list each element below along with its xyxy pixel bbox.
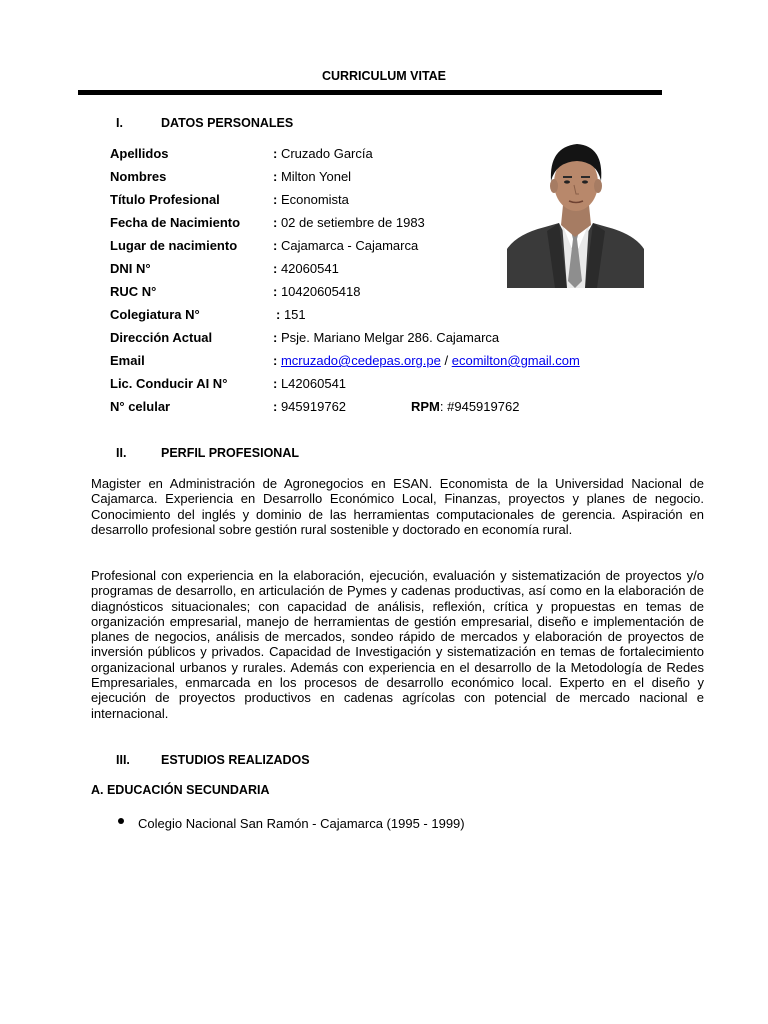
field-value: Cajamarca - Cajamarca: [280, 238, 419, 253]
field-row-fecha-nacimiento: Fecha de Nacimiento : 02 de setiembre de 1983: [110, 215, 425, 230]
section-number: III.: [116, 753, 130, 767]
field-label: Título Profesional: [110, 192, 220, 207]
field-label: Lic. Conducir AI N°: [110, 376, 228, 391]
section-number: II.: [116, 446, 127, 460]
field-row-apellidos: Apellidos : Cruzado García: [110, 146, 373, 161]
field-label: Email: [110, 353, 145, 368]
field-label: Dirección Actual: [110, 330, 213, 345]
document-title: CURRICULUM VITAE: [321, 69, 447, 83]
field-value: Cruzado García: [280, 146, 373, 161]
field-row-celular: N° celular : 945919762 RPM: #945919762: [110, 399, 520, 414]
field-row-licencia: Lic. Conducir AI N° : L42060541: [110, 376, 347, 391]
field-label: Colegiatura N°: [110, 307, 200, 322]
field-label: Fecha de Nacimiento: [110, 215, 241, 230]
field-value: 10420605418: [280, 284, 361, 299]
field-row-ruc: RUC N° : 10420605418: [110, 284, 361, 299]
subsection-title: A. EDUCACIÓN SECUNDARIA: [91, 783, 270, 797]
section-heading-personal: [116, 116, 416, 132]
field-label: Nombres: [110, 169, 167, 184]
field-label: Apellidos: [110, 146, 169, 161]
field-label: N° celular: [110, 399, 171, 414]
field-row-direccion: Dirección Actual : Psje. Mariano Melgar 286. Cajamarca: [110, 330, 500, 345]
section-title: DATOS PERSONALES: [161, 116, 294, 130]
section-heading-profile: [116, 446, 416, 462]
field-value: L42060541: [280, 376, 347, 391]
profile-paragraph: Profesional con experiencia en la elaboración, ejecución, evaluación y sistematización de proyectos y/o programas de desarrollo, en articulación de Pymes y cadenas productivas, así como en la elaboración de diagnósticos situacionales; con capacidad de análisis, reflexión, crítica y propuestas en temas de organización empresarial, manejo de herramientas de gestión empresarial, diseño e implementación de planes de negocios, análisis de mercados, sondeo rápido de mercados y elaboración de proyectos de inversión públicos y privados. Capacidad de Investigación y sistematización en temas de fortalecimiento organizacional urbanos y rurales. Además con experiencia en el desarrollo de la Metodología de Redes Empresariales, enmarcada en los procesos de desarrollo económico local. Experto en el diseño y ejecución de proyectos productivos en cadenas agrícolas con potencial de mercado nacional e internacional.: [91, 568, 704, 721]
field-value: 945919762: [280, 399, 347, 414]
rpm-value: #945919762: [447, 399, 520, 414]
field-label: DNI N°: [110, 261, 151, 276]
field-value: 42060541: [280, 261, 339, 276]
field-row-colegiatura: Colegiatura N° : 151: [110, 307, 306, 322]
email-link-gmail[interactable]: ecomilton@gmail.com: [451, 353, 580, 368]
rpm-field: RPM: #945919762: [411, 399, 520, 414]
field-value: Milton Yonel: [280, 169, 352, 184]
list-item: Colegio Nacional San Ramón - Cajamarca (1995 - 1999): [138, 816, 465, 831]
section-number: I.: [116, 116, 123, 130]
section-heading-studies: [116, 753, 416, 769]
field-row-lugar-nacimiento: Lugar de nacimiento : Cajamarca - Cajamarca: [110, 238, 419, 253]
field-row-titulo: Título Profesional : Economista: [110, 192, 349, 207]
field-row-email: Email : mcruzado@cedepas.org.pe / ecomilton@gmail.com: [110, 353, 580, 368]
profile-paragraph: Magister en Administración de Agronegocios en ESAN. Economista de la Universidad Nacional de Cajamarca. Experiencia en Desarrollo Económico Local, Finanzas, proyectos y planes de negocio. Conocimiento del inglés y dominio de las herramientas computacionales de gerencia. Aspiración en desarrollo profesional sobre gestión rural sostenible y doctorado en economía rural.: [91, 476, 704, 537]
field-value: Psje. Mariano Melgar 286. Cajamarca: [280, 330, 500, 345]
field-label: RUC N°: [110, 284, 157, 299]
field-row-nombres: Nombres : Milton Yonel: [110, 169, 352, 184]
bullet-icon: [118, 818, 124, 824]
field-row-dni: DNI N° : 42060541: [110, 261, 339, 276]
field-value: Economista: [280, 192, 349, 207]
section-title: ESTUDIOS REALIZADOS: [161, 753, 310, 767]
field-value: 02 de setiembre de 1983: [280, 215, 425, 230]
section-title: PERFIL PROFESIONAL: [161, 446, 299, 460]
email-separator: /: [444, 353, 449, 368]
field-label: Lugar de nacimiento: [110, 238, 238, 253]
profile-photo: [507, 131, 644, 288]
field-value: 151: [283, 307, 306, 322]
rpm-label: RPM: [411, 399, 440, 414]
email-link-cedepas[interactable]: mcruzado@cedepas.org.pe: [280, 353, 441, 368]
title-rule: [78, 90, 662, 95]
